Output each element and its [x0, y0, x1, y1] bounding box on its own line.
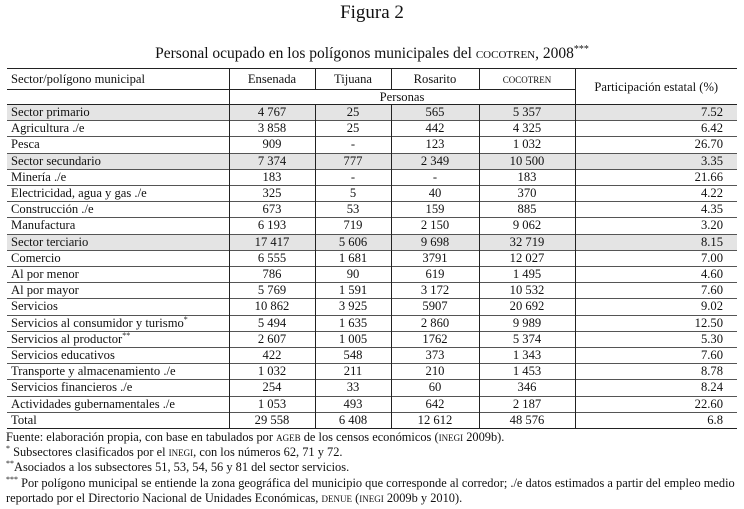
cell-ensenada: 6 193: [229, 218, 315, 234]
cell-rosarito: 642: [391, 396, 479, 412]
cell-cocotren: 183: [479, 169, 575, 185]
table-title-text: Personal ocupado en los polígonos municipales del: [155, 45, 476, 63]
row-label: Servicios educativos: [7, 348, 229, 364]
figure-title: Figura 2: [340, 2, 404, 23]
cell-rosarito: 2 349: [391, 153, 479, 169]
cell-tijuana: 6 408: [315, 412, 391, 428]
cell-rosarito: 373: [391, 348, 479, 364]
table-body: [7, 105, 737, 429]
cell-participacion: 4.60: [700, 267, 723, 282]
cell-ensenada: 2 607: [229, 331, 315, 347]
cell-ensenada: 7 374: [229, 153, 315, 169]
cell-participacion: 6.42: [700, 121, 723, 136]
cell-tijuana: 211: [315, 364, 391, 380]
cell-ensenada: 673: [229, 202, 315, 218]
header-ensenada: Ensenada: [229, 69, 315, 90]
row-label: Electricidad, agua y gas ./e: [7, 186, 229, 202]
cell-ensenada: 5 494: [229, 315, 315, 331]
footnote-mark: **: [122, 330, 131, 340]
cell-participacion: 26.70: [694, 137, 723, 152]
row-label: Comercio: [7, 250, 229, 266]
cell-rosarito: 9 698: [391, 234, 479, 250]
cell-participacion: 7.60: [700, 348, 723, 363]
cell-cocotren: 5 357: [479, 105, 575, 121]
cell-tijuana: 5: [315, 186, 391, 202]
cell-ensenada: 10 862: [229, 299, 315, 315]
cell-ensenada: 1 053: [229, 396, 315, 412]
table-row: [7, 250, 737, 266]
footnote-2: **Asociados a los subsectores 51, 53, 54, 56 y 81 del sector servicios.: [6, 459, 350, 475]
cell-rosarito: 40: [391, 186, 479, 202]
table-row: [7, 169, 737, 185]
cell-ensenada: 254: [229, 380, 315, 396]
cell-tijuana: 5 606: [315, 234, 391, 250]
cell-tijuana: 25: [315, 121, 391, 137]
row-label: Servicios al productor**: [7, 331, 229, 347]
cell-tijuana: -: [315, 169, 391, 185]
header-tijuana: Tijuana: [315, 69, 391, 90]
header-participacion: Participación estatal (%): [575, 69, 737, 105]
cell-cocotren: 5 374: [479, 331, 575, 347]
row-label: Actividades gubernamentales ./e: [7, 396, 229, 412]
row-label: Al por menor: [7, 267, 229, 283]
cell-rosarito: 123: [391, 137, 479, 153]
cell-participacion: 3.35: [575, 153, 737, 169]
row-label: Manufactura: [7, 218, 229, 234]
cell-participacion: 22.60: [694, 396, 723, 411]
cell-cocotren: 9 989: [479, 315, 575, 331]
table-notes: [6, 430, 738, 506]
row-label: Total: [7, 412, 229, 428]
footnote-3: *** Por polígono municipal se entiende la zona geográfica del municipio que corresponde al corredor; ./e datos estimados a partir del empleo medio reportado por el Directorio Nacional de Unidades Económicas, denue (inegi 2009b y 2010).: [6, 474, 735, 505]
footnote-1: * Subsectores clasificados por el inegi, con los números 62, 71 y 72.: [6, 444, 343, 460]
cell-participacion: 7.52: [575, 105, 737, 121]
row-label: Construcción ./e: [7, 202, 229, 218]
table-row: [7, 315, 737, 331]
row-label: Servicios al consumidor y turismo*: [7, 315, 229, 331]
cell-participacion: 8.78: [700, 364, 723, 379]
cell-ensenada: 1 032: [229, 364, 315, 380]
cell-rosarito: 5907: [391, 299, 479, 315]
cell-ensenada: 909: [229, 137, 315, 153]
table-row: [7, 396, 737, 412]
cell-rosarito: 619: [391, 267, 479, 283]
cell-cocotren: 48 576: [479, 412, 575, 428]
personnel-table: [7, 68, 737, 429]
row-label: Pesca: [7, 137, 229, 153]
cell-cocotren: 1 453: [479, 364, 575, 380]
cell-rosarito: 159: [391, 202, 479, 218]
cell-participacion: 21.66: [694, 169, 723, 184]
cell-ensenada: 3 858: [229, 121, 315, 137]
row-label: Transporte y almacenamiento ./e: [7, 364, 229, 380]
cell-participacion: 4.22: [700, 186, 723, 201]
cell-participacion: 6.8: [707, 412, 723, 427]
cell-rosarito: 60: [391, 380, 479, 396]
header-rosarito: Rosarito: [391, 69, 479, 90]
cell-cocotren: 12 027: [479, 250, 575, 266]
cell-rosarito: 2 150: [391, 218, 479, 234]
header-units: Personas: [229, 90, 575, 105]
table-row: [7, 267, 737, 283]
table-row: [7, 186, 737, 202]
table-row: [7, 364, 737, 380]
cell-participacion: 8.24: [700, 380, 723, 395]
cell-tijuana: 1 681: [315, 250, 391, 266]
cell-tijuana: 719: [315, 218, 391, 234]
source-note: Fuente: elaboración propia, con base en tabulados por ageb de los censos económicos (inegi 2009b).: [6, 430, 505, 444]
cell-cocotren: 4 325: [479, 121, 575, 137]
row-label: Servicios: [7, 299, 229, 315]
cell-participacion: 8.15: [575, 234, 737, 250]
header-cocotren: cocotren: [479, 69, 575, 90]
row-label: Sector terciario: [7, 234, 229, 250]
cell-rosarito: 1762: [391, 331, 479, 347]
cell-ensenada: 422: [229, 348, 315, 364]
cell-cocotren: 10 532: [479, 283, 575, 299]
table-title-cocotren: cocotren: [475, 45, 536, 63]
cell-cocotren: 10 500: [479, 153, 575, 169]
table-row: [7, 153, 737, 169]
units-spacer: [7, 90, 229, 105]
cell-ensenada: 17 417: [229, 234, 315, 250]
cell-tijuana: 25: [315, 105, 391, 121]
cell-cocotren: 346: [479, 380, 575, 396]
cell-tijuana: -: [315, 137, 391, 153]
cell-tijuana: 493: [315, 396, 391, 412]
row-label: Minería ./e: [7, 169, 229, 185]
cell-tijuana: 777: [315, 153, 391, 169]
table-title-mark: ***: [573, 44, 589, 55]
footnote-mark: *: [183, 314, 188, 324]
cell-tijuana: 1 591: [315, 283, 391, 299]
cell-cocotren: 9 062: [479, 218, 575, 234]
row-label: Sector secundario: [7, 153, 229, 169]
table-row: [7, 412, 737, 428]
cell-tijuana: 1 635: [315, 315, 391, 331]
cell-cocotren: 1 343: [479, 348, 575, 364]
cell-cocotren: 885: [479, 202, 575, 218]
cell-cocotren: 2 187: [479, 396, 575, 412]
cell-tijuana: 3 925: [315, 299, 391, 315]
table-row: [7, 234, 737, 250]
row-label: Servicios financieros ./e: [7, 380, 229, 396]
cell-rosarito: 2 860: [391, 315, 479, 331]
cell-tijuana: 90: [315, 267, 391, 283]
cell-ensenada: 5 769: [229, 283, 315, 299]
cell-cocotren: 1 032: [479, 137, 575, 153]
cell-rosarito: 210: [391, 364, 479, 380]
table-row: [7, 283, 737, 299]
cell-cocotren: 1 495: [479, 267, 575, 283]
cell-rosarito: 12 612: [391, 412, 479, 428]
cell-ensenada: 325: [229, 186, 315, 202]
cell-participacion: 12.50: [694, 315, 723, 330]
cell-participacion: 9.02: [700, 299, 723, 314]
cell-cocotren: 20 692: [479, 299, 575, 315]
table-row: [7, 348, 737, 364]
cell-tijuana: 33: [315, 380, 391, 396]
row-label: Al por mayor: [7, 283, 229, 299]
header-sector: Sector/polígono municipal: [7, 69, 229, 90]
cell-cocotren: 370: [479, 186, 575, 202]
table-row: [7, 121, 737, 137]
cell-rosarito: -: [391, 169, 479, 185]
cell-ensenada: 29 558: [229, 412, 315, 428]
cell-rosarito: 442: [391, 121, 479, 137]
table-row: [7, 380, 737, 396]
table-row: [7, 202, 737, 218]
cell-participacion: 5.30: [700, 331, 723, 346]
cell-rosarito: 3791: [391, 250, 479, 266]
cell-tijuana: 1 005: [315, 331, 391, 347]
row-label: Agricultura ./e: [7, 121, 229, 137]
cell-ensenada: 786: [229, 267, 315, 283]
cell-participacion: 3.20: [700, 218, 723, 233]
cell-tijuana: 53: [315, 202, 391, 218]
cell-participacion: 7.60: [700, 283, 723, 298]
cell-ensenada: 6 555: [229, 250, 315, 266]
cell-cocotren: 32 719: [479, 234, 575, 250]
table-row: [7, 331, 737, 347]
table-title-year: , 2008: [535, 45, 574, 63]
cell-participacion: 4.35: [700, 202, 723, 217]
table-row: [7, 137, 737, 153]
table-row: [7, 299, 737, 315]
table-row: [7, 218, 737, 234]
cell-ensenada: 183: [229, 169, 315, 185]
row-label: Sector primario: [7, 105, 229, 121]
table-row: [7, 105, 737, 121]
cell-ensenada: 4 767: [229, 105, 315, 121]
cell-rosarito: 3 172: [391, 283, 479, 299]
cell-tijuana: 548: [315, 348, 391, 364]
cell-rosarito: 565: [391, 105, 479, 121]
cell-participacion: 7.00: [700, 250, 723, 265]
table-title: [0, 44, 744, 63]
